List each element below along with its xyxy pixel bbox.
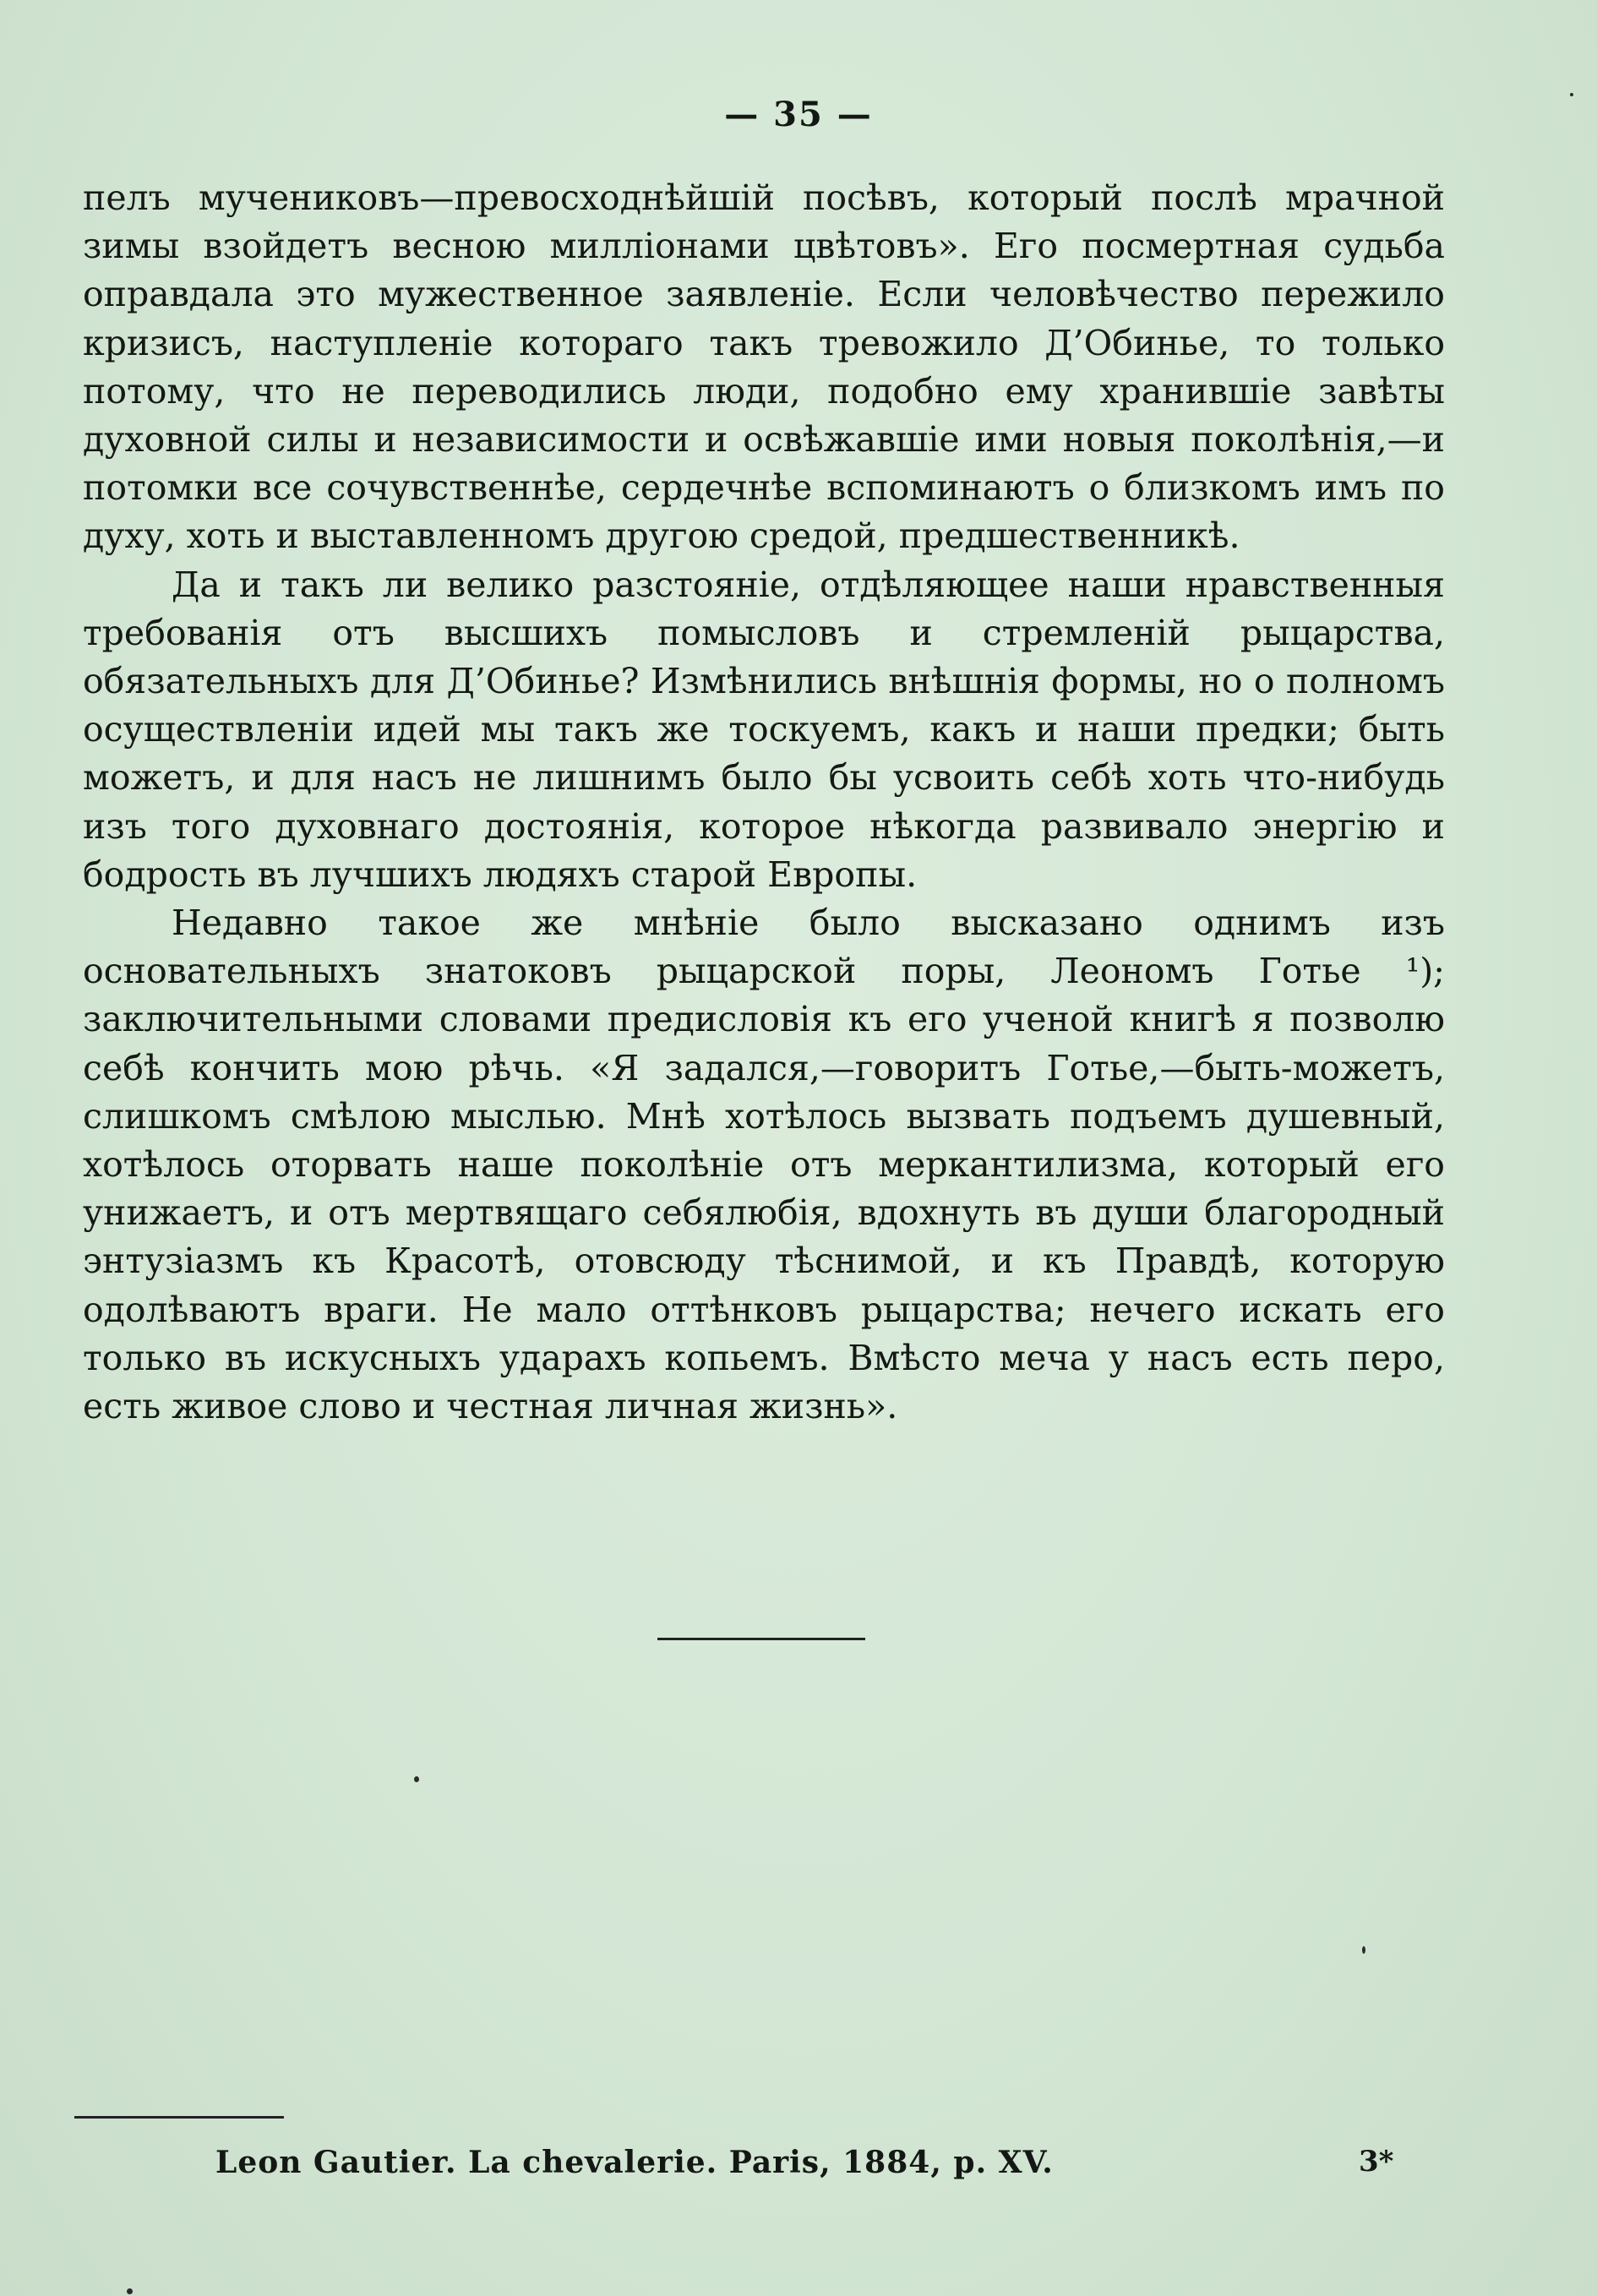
print-speck	[127, 2288, 133, 2294]
paragraph-1: пелъ мучениковъ—превосходнѣйшій посѣвъ, который послѣ мрачной зимы взойдетъ весною милліонами цвѣтовъ». Его посмертная судьба оправдала это мужественное заявленіе. Если человѣчество пережило кризисъ, наступленіе котораго такъ тревожило Д’Обинье, то только потому, что не переводились люди, подобно ему хранившіе завѣты духовной силы и независимости и освѣжавшіе ими новыя поколѣнія,—и потомки все сочувственнѣе, сердечнѣе вспоминаютъ о близкомъ имъ по духу, хоть и выставленномъ другою средой, предшественникѣ.	[83, 177, 1445, 557]
footnote-rule	[74, 2116, 284, 2119]
footnote: Leon Gautier. La chevalerie. Paris, 1884, p. XV.	[215, 2145, 1054, 2180]
print-speck	[1570, 93, 1573, 96]
print-speck	[1362, 1946, 1365, 1954]
page-number: — 35 —	[724, 95, 873, 134]
main-text	[83, 174, 1445, 1431]
section-divider	[657, 1638, 865, 1640]
print-speck	[414, 1776, 419, 1782]
signature-mark: 3*	[1359, 2145, 1394, 2179]
paragraph-3: Недавно такое же мнѣніе было высказано однимъ изъ основательныхъ знатоковъ рыцарской поры, Леономъ Готье ¹); заключительными словами предисловія къ его ученой книгѣ я позволю себѣ кончить мою рѣчь. «Я задался,—говоритъ Готье,—быть-можетъ, слишкомъ смѣлою мыслью. Мнѣ хотѣлось вызвать подъемъ душевный, хотѣлось оторвать наше поколѣніе отъ меркантилизма, который его унижаетъ, и отъ мертвящаго себялюбія, вдохнуть въ души благородный энтузіазмъ къ Красотѣ, отовсюду тѣснимой, и къ Правдѣ, которую одолѣваютъ враги. Не мало оттѣнковъ рыцарства; нечего искать его только въ искусныхъ ударахъ копьемъ. Вмѣсто меча у насъ есть перо, есть живое слово и честная личная жизнь».	[83, 903, 1445, 1427]
paragraph-2: Да и такъ ли велико разстояніе, отдѣляющее наши нравственныя требованія отъ высшихъ помысловъ и стремленій рыцарства, обязательныхъ для Д’Обинье? Измѣнились внѣшнія формы, но о полномъ осуществленіи идей мы такъ же тоскуемъ, какъ и наши предки; быть можетъ, и для насъ не лишнимъ было бы усвоить себѣ хоть что-нибудь изъ того духовнаго достоянія, которое нѣкогда развивало энергію и бодрость въ лучшихъ людяхъ старой Европы.	[83, 564, 1445, 895]
